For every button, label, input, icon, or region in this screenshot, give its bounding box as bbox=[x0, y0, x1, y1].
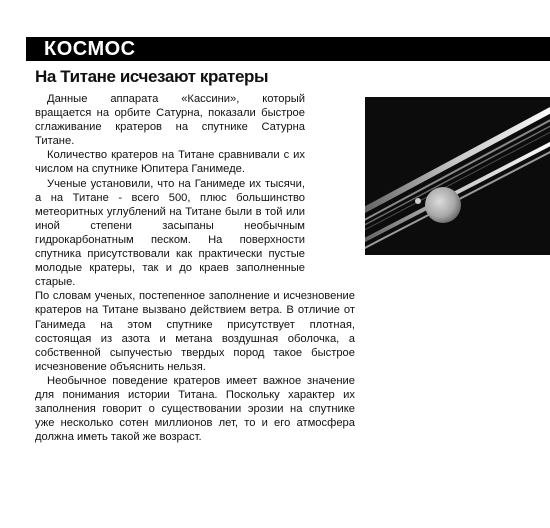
moon-large bbox=[425, 187, 461, 223]
article-paragraph: Ученые установили, что на Ганимеде их тысячи, а на Титане - всего 500, плюс большинство метеоритных углублений на Титане были в той или иной степени засыпаны необычным гидрокарбонатным песком. На поверхности спутника присутствовали как практически пустые молодые кратеры, так и до краев заполненные старые. bbox=[35, 177, 305, 289]
saturn-rings-image bbox=[365, 97, 550, 255]
moon-small bbox=[415, 198, 421, 204]
saturn-rings-photo bbox=[365, 97, 550, 255]
article-paragraph: Необычное поведение кратеров имеет важное значение для понимания истории Титана. Поскольку характер их заполнения говорит о существовании эрозии на спутнике уже несколько сотен миллионов лет, то и его атмосфера должна иметь такой же возраст. bbox=[35, 374, 355, 444]
article-headline: На Титане исчезают кратеры bbox=[35, 67, 269, 86]
section-title: КОСМОС bbox=[44, 38, 136, 60]
article-paragraph: Данные аппарата «Кассини», который вращается на орбите Сатурна, показали быстрое сглаживание кратеров на спутнике Сатурна Титане. bbox=[35, 93, 305, 148]
article-body bbox=[35, 92, 355, 444]
article-paragraph: Количество кратеров на Титане сравнивали с их числом на спутнике Юпитера Ганимеде. bbox=[35, 149, 305, 176]
article-paragraph: По словам ученых, постепенное заполнение и исчезновение кратеров на Титане вызвано действием ветра. В отличие от Ганимеда на этом спутнике присутствует плотная, состоящая из азота и метана воздушная оболочка, а собственной сыпучестью твердых пород такое быстрое исчезновение объяснить нельзя. bbox=[35, 290, 355, 373]
